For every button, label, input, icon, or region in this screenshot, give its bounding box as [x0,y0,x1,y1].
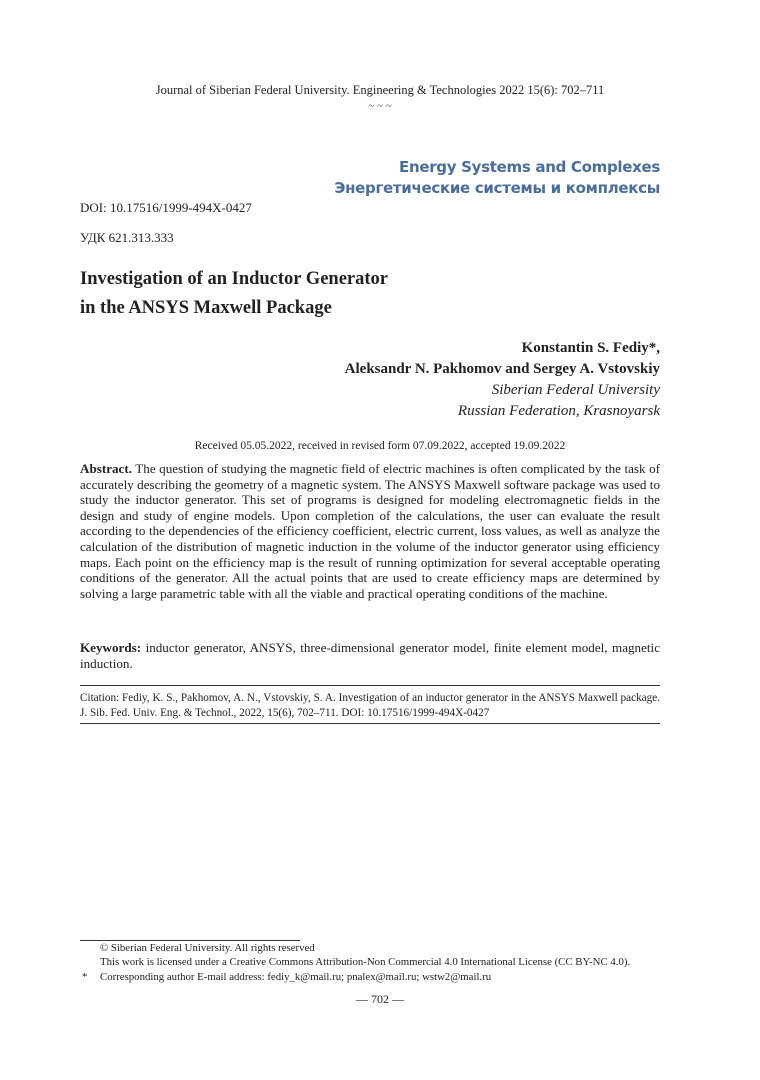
header-separator: ~ ~ ~ [368,100,392,112]
location: Russian Federation, Krasnoyarsk [457,403,660,419]
keywords-label: Keywords: [80,640,142,655]
section-title-en: Energy Systems and Complexes [399,158,660,176]
authors-block [345,338,660,422]
paper-title [80,265,388,323]
footnote-star: * [82,971,88,983]
section-title-ru: Энергетические системы и комплексы [334,179,660,197]
abstract-text: The question of studying the magnetic field of electric machines is often complicated by the task of accurately describing the geometry of a magnetic system. The ANSYS Maxwell software package was used to study the inductor generator. This set of programs is designed for modeling electromagnetic fields in the design and study of engine models. Upon completion of the calculations, the user can evaluate the result according to the dependencies of the efficiency coefficient, electric current, loss values, as well as analyze the calculation of the distribution of magnetic induction in the volume of the inductor generator using efficiency maps. Each point on the efficiency map is the result of running optimization for several acceptable operating conditions of the generator. All the actual points that are used to create efficiency maps are determined by solving a large parametric table with all the viable and practical operating conditions of the machine. [80,461,660,601]
title-line-2: in the ANSYS Maxwell Package [80,298,332,318]
authors-line-1: Konstantin S. Fediy*, [521,340,660,356]
page-number: — 702 — [356,992,404,1006]
keywords [80,640,660,671]
journal-header: Journal of Siberian Federal University. Engineering & Technologies 2022 15(6): 702–711 [155,83,605,97]
abstract [80,461,660,601]
citation: Citation: Fediy, K. S., Pakhomov, A. N., Vstovskiy, S. A. Investigation of an inductor generator in the ANSYS Maxwell package. J. Sib. Fed. Univ. Eng. & Technol., 2022, 15(6), 702–711. DOI: 10.17516/1999-494X-0427 [80,692,660,719]
license: This work is licensed under a Creative Commons Attribution-Non Commercial 4.0 International License (CC BY-NC 4.0). [100,956,631,968]
copyright: © Siberian Federal University. All rights reserved [100,942,315,954]
divider-bottom [80,723,660,724]
received-dates: Received 05.05.2022, received in revised form 07.09.2022, accepted 19.09.2022 [194,440,566,452]
title-line-1: Investigation of an Inductor Generator [80,269,388,289]
corresponding-author: Corresponding author E-mail address: fediy_k@mail.ru; pnalex@mail.ru; wstw2@mail.ru [100,971,492,983]
abstract-label: Abstract. [80,461,132,476]
doi: DOI: 10.17516/1999-494X-0427 [80,200,252,215]
footnote-rule [80,940,300,941]
authors-line-2: Aleksandr N. Pakhomov and Sergey A. Vstovskiy [344,361,660,377]
udk: УДК 621.313.333 [80,230,174,245]
affiliation: Siberian Federal University [491,382,660,398]
keywords-text: inductor generator, ANSYS, three-dimensional generator model, finite element model, magnetic induction. [80,640,661,671]
divider-top [80,685,660,686]
